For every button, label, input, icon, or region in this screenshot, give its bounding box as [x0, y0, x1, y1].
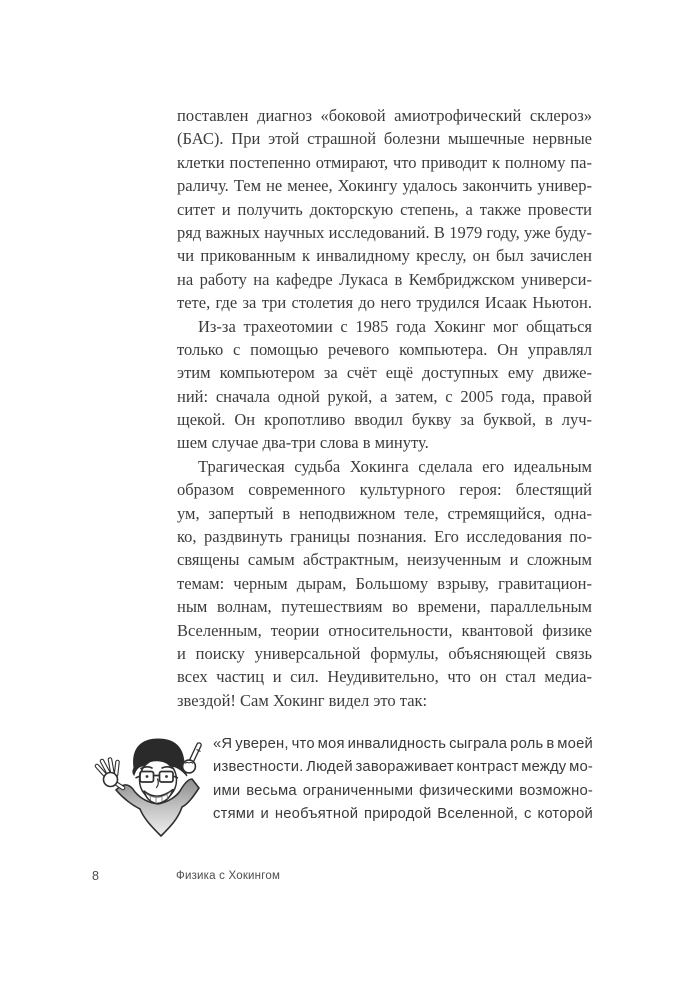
text-line: шем случае два-три слова в минуту.: [177, 433, 429, 453]
text-line: всех частиц и сил. Неудивительно, что он стал медиа-: [177, 667, 592, 687]
paragraph-2: [177, 315, 592, 455]
quote-section: [0, 726, 682, 846]
cartoon-fist-chalk: [183, 745, 201, 773]
text-line: образом современного культурного героя: блестящий: [177, 480, 592, 500]
text-line: темам: черным дырам, Большому взрыву, гравитацион-: [177, 573, 592, 593]
page-number: 8: [92, 869, 99, 883]
text-line: стями и необъятной природой Вселенной, с которой: [213, 806, 593, 823]
body-text: [177, 104, 592, 712]
text-line: и поиску универсальной формулы, объясняющей связь: [177, 643, 592, 663]
page-footer: [0, 869, 682, 889]
paragraph-3: [177, 455, 592, 712]
running-title: Физика с Хокингом: [176, 870, 281, 882]
text-line: на работу на кафедре Лукаса в Кембриджском универси-: [177, 269, 592, 289]
text-line: поставлен диагноз «боковой амиотрофический склероз»: [177, 106, 592, 125]
hawking-caricature-illustration: [94, 732, 206, 844]
text-line: щекой. Он кропотливо вводил букву за буквой, в луч-: [177, 410, 592, 430]
text-line: чи прикованным к инвалидному креслу, он был зачислен: [177, 246, 592, 266]
text-line: ум, запертый в неподвижном теле, стремящийся, одна-: [177, 503, 592, 523]
text-line: ими весьма ограниченными физическими возможно-: [213, 782, 593, 799]
text-line: этим компьютером за счёт ещё доступных ему движе-: [177, 363, 592, 383]
text-line: раличу. Тем не менее, Хокингу удалось закончить универ-: [177, 176, 592, 196]
text-line: ко, раздвинуть границы познания. Его исследования по-: [177, 527, 592, 547]
text-line: тете, где за три столетия до него трудился Исаак Ньютон.: [177, 293, 592, 313]
text-line: Из-за трахеотомии с 1985 года Хокинг мог общаться: [198, 316, 592, 336]
quote-text: [213, 733, 593, 827]
text-line: Трагическая судьба Хокинга сделала его идеальным: [198, 456, 592, 476]
text-line: ряд важных научных исследований. В 1979 году, уже буду-: [177, 222, 592, 242]
text-line: Вселенным, теории относительности, квантовой физике: [177, 620, 592, 640]
cartoon-waving-hand: [97, 760, 123, 789]
text-line: ным волнам, путешествиям во времени, параллельным: [177, 597, 592, 617]
text-line: «Я уверен, что моя инвалидность сыграла роль в моей: [213, 736, 593, 752]
text-line: (БАС). При этой страшной болезни мышечные нервные: [177, 129, 592, 149]
text-line: ний: сначала одной рукой, а затем, с 2005 года, правой: [177, 386, 592, 406]
text-line: только с помощью речевого компьютера. Он управлял: [177, 339, 592, 359]
text-line: звездой! Сам Хокинг видел это так:: [177, 690, 428, 710]
text-line: известности. Людей завораживает контраст между мо-: [213, 759, 593, 776]
text-line: ситет и получить докторскую степень, а также провести: [177, 199, 592, 219]
text-line: клетки постепенно отмирают, что приводит к полному па-: [177, 152, 592, 172]
text-line: священы самым абстрактным, неизученным и сложным: [177, 550, 592, 570]
cartoon-eye-left: [146, 775, 149, 778]
paragraph-1: [177, 104, 592, 315]
cartoon-eye-right: [165, 775, 168, 778]
